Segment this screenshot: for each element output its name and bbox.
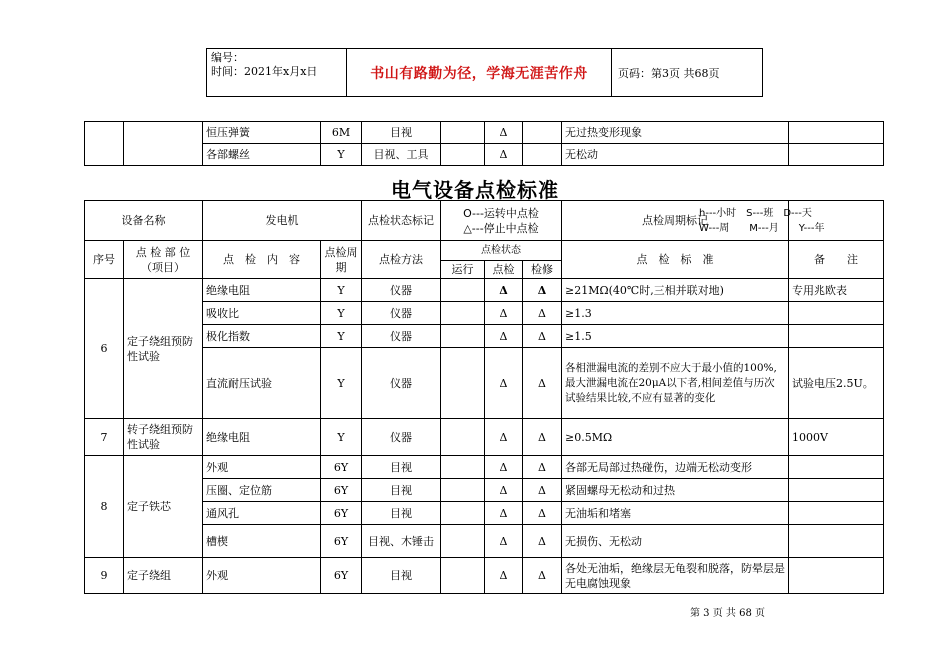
period-desc-2: W---周 M---月 Y---年 bbox=[699, 222, 825, 234]
table-header-row bbox=[85, 241, 884, 261]
period-cell: Y bbox=[321, 302, 362, 325]
check-cell: Δ bbox=[485, 502, 523, 525]
period-desc-1: h---小时 S---班 D---天 bbox=[699, 207, 812, 219]
check-cell: Δ bbox=[485, 279, 523, 302]
status-mark-label: 点检状态标记 bbox=[362, 201, 441, 241]
method-cell: 目视 bbox=[362, 122, 441, 144]
period-cell: 6M bbox=[321, 122, 362, 144]
repair-cell: Δ bbox=[523, 558, 562, 594]
check-cell: Δ bbox=[485, 144, 523, 166]
remark-cell bbox=[789, 502, 884, 525]
table-row bbox=[85, 419, 884, 456]
table-row bbox=[85, 502, 884, 525]
period-mark-label: 点检周期标记 bbox=[562, 201, 789, 241]
repair-cell: Δ bbox=[523, 419, 562, 456]
period-cell: 6Y bbox=[321, 479, 362, 502]
remark-cell bbox=[789, 525, 884, 558]
content-cell: 通风孔 bbox=[203, 502, 321, 525]
part-cell: 各部螺丝 bbox=[203, 144, 321, 166]
period-cell: Y bbox=[321, 325, 362, 348]
repair-cell: Δ bbox=[523, 302, 562, 325]
part-cell: 定子绕组 bbox=[124, 558, 203, 594]
standard-cell: 紧固螺母无松动和过热 bbox=[562, 479, 789, 502]
check-cell: Δ bbox=[485, 122, 523, 144]
repair-cell: Δ bbox=[523, 348, 562, 419]
header-time: 时间：2021年x月x日 bbox=[211, 65, 318, 78]
header-number: 编号： bbox=[211, 51, 244, 64]
col-content: 点 检 内 容 bbox=[203, 241, 321, 279]
col-method: 点检方法 bbox=[362, 241, 441, 279]
part-cell: 定子绕组预防性试验 bbox=[124, 279, 203, 419]
continued-table bbox=[84, 121, 884, 166]
period-cell: Y bbox=[321, 419, 362, 456]
method-cell: 目视 bbox=[362, 558, 441, 594]
remark-cell bbox=[789, 558, 884, 594]
repair-cell: Δ bbox=[523, 525, 562, 558]
content-cell: 外观 bbox=[203, 558, 321, 594]
table-row bbox=[85, 279, 884, 302]
standard-cell: ≥0.5MΩ bbox=[562, 419, 789, 456]
repair-cell: Δ bbox=[523, 502, 562, 525]
remark-cell bbox=[789, 479, 884, 502]
remark-cell: 1000V bbox=[789, 419, 884, 456]
standard-cell: ≥1.5 bbox=[562, 325, 789, 348]
col-remark: 备 注 bbox=[789, 241, 884, 279]
check-cell: Δ bbox=[485, 302, 523, 325]
check-cell: Δ bbox=[485, 558, 523, 594]
check-cell: Δ bbox=[485, 419, 523, 456]
table-row bbox=[85, 558, 884, 594]
content-cell: 压圈、定位筋 bbox=[203, 479, 321, 502]
col-check: 点检 bbox=[485, 261, 523, 279]
part-cell: 定子铁芯 bbox=[124, 456, 203, 558]
seq-cell: 7 bbox=[85, 419, 124, 456]
standard-cell: ≥21MΩ(40℃时,三相并联对地) bbox=[562, 279, 789, 302]
period-cell: 6Y bbox=[321, 558, 362, 594]
table-row bbox=[85, 348, 884, 419]
period-cell: 6Y bbox=[321, 456, 362, 479]
remark-cell bbox=[789, 456, 884, 479]
col-part: 点 检 部 位（项目） bbox=[124, 241, 203, 279]
method-cell: 仪器 bbox=[362, 348, 441, 419]
standard-cell: 各处无油垢，绝缘层无龟裂和脱落，防晕层是无电腐蚀现象 bbox=[562, 558, 789, 594]
period-cell: Y bbox=[321, 144, 362, 166]
table-row bbox=[85, 302, 884, 325]
period-cell: 6Y bbox=[321, 502, 362, 525]
standard-cell: 无油垢和堵塞 bbox=[562, 502, 789, 525]
method-cell: 仪器 bbox=[362, 419, 441, 456]
status-desc-running: O---运转中点检 bbox=[463, 206, 539, 220]
period-cell: 6Y bbox=[321, 525, 362, 558]
table-row bbox=[85, 144, 884, 166]
table-row bbox=[85, 479, 884, 502]
table-row bbox=[85, 525, 884, 558]
col-period: 点检周期 bbox=[321, 241, 362, 279]
status-mark-desc bbox=[441, 201, 562, 241]
check-cell: Δ bbox=[485, 525, 523, 558]
col-repair: 检修 bbox=[523, 261, 562, 279]
header-motto: 书山有路勤为径，学海无涯苦作舟 bbox=[346, 49, 612, 96]
seq-cell: 8 bbox=[85, 456, 124, 558]
method-cell: 仪器 bbox=[362, 325, 441, 348]
content-cell: 直流耐压试验 bbox=[203, 348, 321, 419]
page-header bbox=[206, 48, 763, 97]
standard-cell: 无松动 bbox=[562, 144, 789, 166]
col-run: 运行 bbox=[441, 261, 485, 279]
standard-cell: 无损伤、无松动 bbox=[562, 525, 789, 558]
remark-cell: 专用兆欧表 bbox=[789, 279, 884, 302]
period-cell: Y bbox=[321, 348, 362, 419]
remark-cell: 试验电压2.5U。 bbox=[789, 348, 884, 419]
standard-cell: 无过热变形现象 bbox=[562, 122, 789, 144]
content-cell: 外观 bbox=[203, 456, 321, 479]
remark-cell bbox=[789, 302, 884, 325]
period-cell: Y bbox=[321, 279, 362, 302]
page-footer: 第 3 页 共 68 页 bbox=[690, 608, 765, 619]
inspection-standard-table bbox=[84, 200, 884, 594]
part-cell: 恒压弹簧 bbox=[203, 122, 321, 144]
seq-cell: 6 bbox=[85, 279, 124, 419]
repair-cell: Δ bbox=[523, 479, 562, 502]
seq-cell: 9 bbox=[85, 558, 124, 594]
content-cell: 绝缘电阻 bbox=[203, 419, 321, 456]
col-standard: 点 检 标 准 bbox=[562, 241, 789, 279]
equip-name-label: 设备名称 bbox=[85, 201, 203, 241]
col-seq: 序号 bbox=[85, 241, 124, 279]
equip-name-value: 发电机 bbox=[203, 201, 362, 241]
period-mark-desc bbox=[699, 201, 884, 241]
method-cell: 目视 bbox=[362, 502, 441, 525]
check-cell: Δ bbox=[485, 348, 523, 419]
method-cell: 目视 bbox=[362, 456, 441, 479]
check-cell: Δ bbox=[485, 325, 523, 348]
content-cell: 槽楔 bbox=[203, 525, 321, 558]
remark-cell bbox=[789, 325, 884, 348]
method-cell: 目视、木锤击 bbox=[362, 525, 441, 558]
status-desc-stopped: △---停止中点检 bbox=[463, 221, 539, 235]
repair-cell: Δ bbox=[523, 325, 562, 348]
content-cell: 绝缘电阻 bbox=[203, 279, 321, 302]
content-cell: 吸收比 bbox=[203, 302, 321, 325]
header-page-info: 页码：第3页 共68页 bbox=[618, 66, 720, 80]
header-meta bbox=[207, 49, 346, 96]
standard-cell: 各相泄漏电流的差别不应大于最小值的100%,最大泄漏电流在20μA以下者,相间差值与历次试验结果比较,不应有显著的变化 bbox=[562, 348, 789, 419]
page-title: 电气设备点检标准 bbox=[391, 178, 559, 202]
col-status: 点检状态 bbox=[441, 241, 562, 261]
check-cell: Δ bbox=[485, 456, 523, 479]
method-cell: 仪器 bbox=[362, 302, 441, 325]
standard-cell: 各部无局部过热碰伤，边端无松动变形 bbox=[562, 456, 789, 479]
repair-cell: Δ bbox=[523, 456, 562, 479]
check-cell: Δ bbox=[485, 479, 523, 502]
table-row bbox=[85, 456, 884, 479]
part-cell: 转子绕组预防性试验 bbox=[124, 419, 203, 456]
repair-cell: Δ bbox=[523, 279, 562, 302]
standard-cell: ≥1.3 bbox=[562, 302, 789, 325]
content-cell: 极化指数 bbox=[203, 325, 321, 348]
method-cell: 目视 bbox=[362, 479, 441, 502]
table-row bbox=[85, 325, 884, 348]
table-header-row bbox=[85, 201, 884, 241]
method-cell: 目视、工具 bbox=[362, 144, 441, 166]
table-row bbox=[85, 122, 884, 144]
method-cell: 仪器 bbox=[362, 279, 441, 302]
